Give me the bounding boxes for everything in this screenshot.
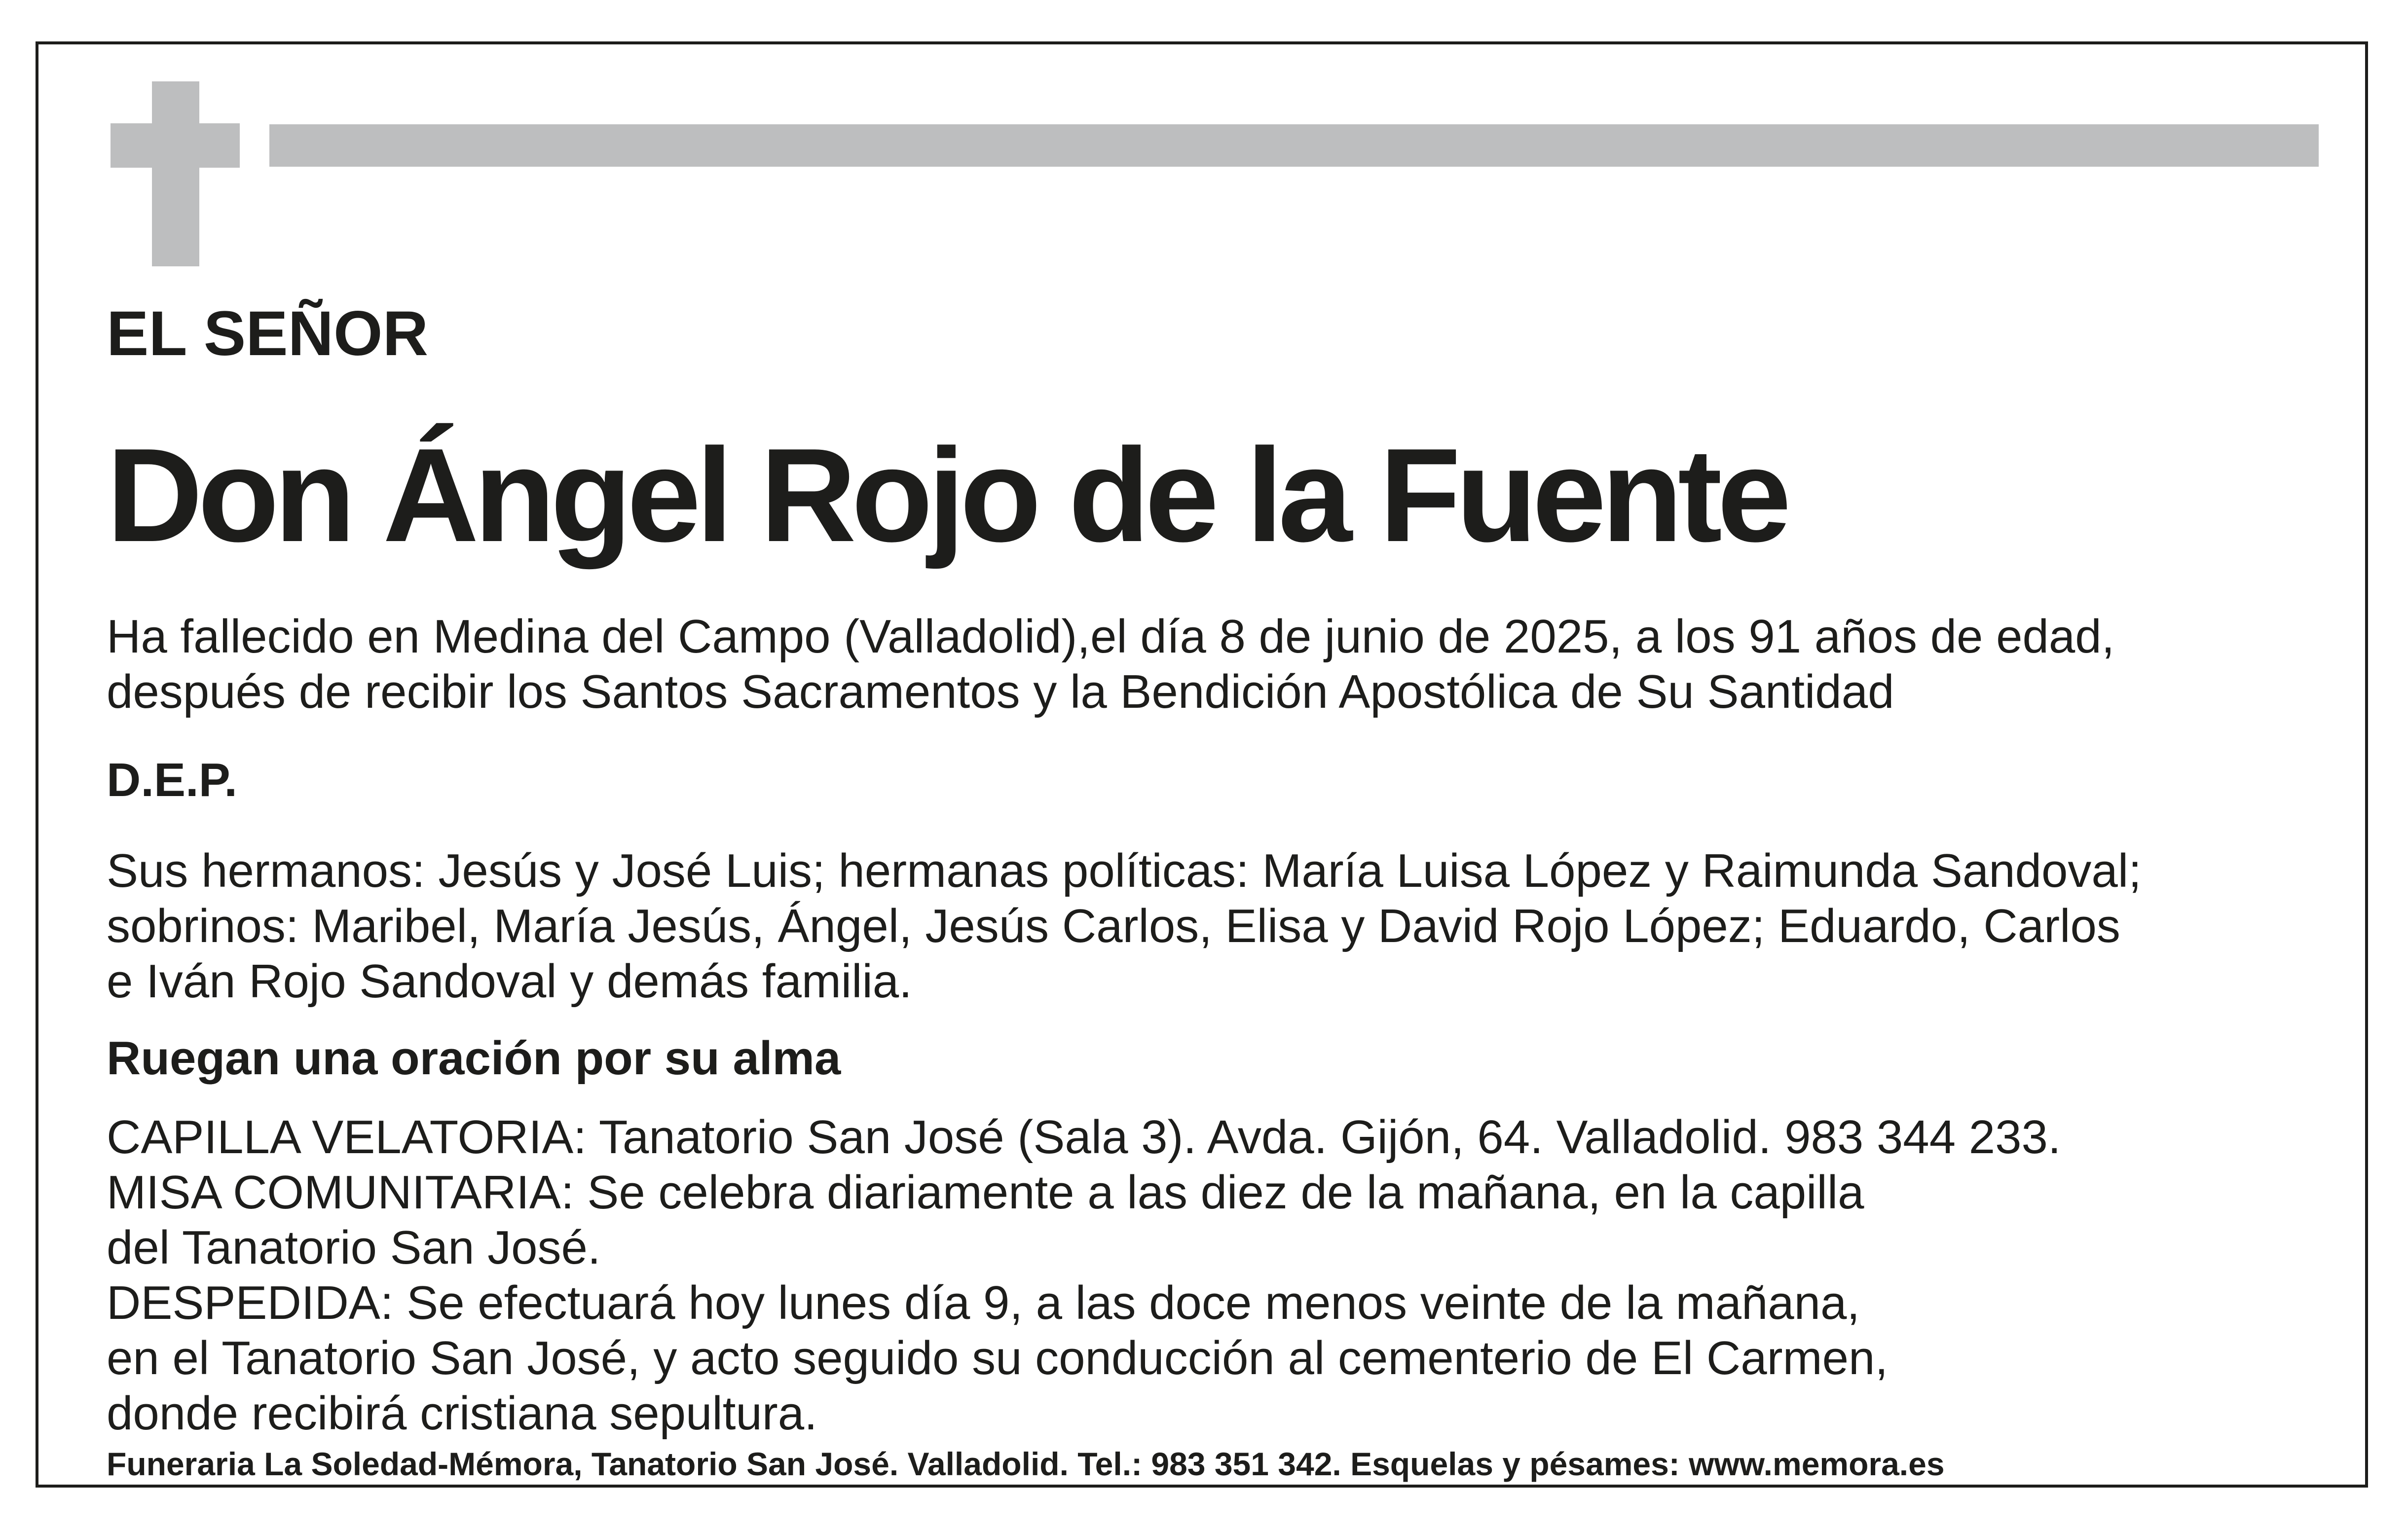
family-line: e Iván Rojo Sandoval y demás familia.: [107, 955, 912, 1008]
header-divider-bar: [269, 124, 2319, 167]
family-line: Sus hermanos: Jesús y José Luis; hermanas políticas: María Luisa López y Raimunda Sandoval;: [107, 844, 2142, 897]
death-announcement: [107, 609, 2114, 720]
family-line: sobrinos: Maribel, María Jesús, Ángel, Jesús Carlos, Elisa y David Rojo López; Eduardo, Carlos: [107, 900, 2120, 952]
deceased-name: Don Ángel Rojo de la Fuente: [107, 421, 1787, 570]
services-line: CAPILLA VELATORIA: Tanatorio San José (Sala 3). Avda. Gijón, 64. Valladolid. 983 344 233.: [107, 1111, 2061, 1164]
funeral-home-footer: Funeraria La Soledad-Mémora, Tanatorio San José. Valladolid. Tel.: 983 351 342. Esquelas y pésames: www.memora.es: [107, 1446, 1945, 1482]
cross-horizontal-bar: [111, 123, 240, 168]
services-line: en el Tanatorio San José, y acto seguido su conducción al cementerio de El Carmen,: [107, 1332, 1889, 1384]
services-line: DESPEDIDA: Se efectuará hoy lunes día 9, a las doce menos veinte de la mañana,: [107, 1276, 1860, 1329]
announcement-line: Ha fallecido en Medina del Campo (Valladolid),el día 8 de junio de 2025, a los 91 años de edad,: [107, 610, 2115, 663]
services-line: del Tanatorio San José.: [107, 1221, 601, 1274]
cross-vertical-bar: [152, 81, 199, 266]
services-line: donde recibirá cristiana sepultura.: [107, 1387, 817, 1440]
honorific-heading: EL SEÑOR: [107, 298, 428, 369]
rip-label: D.E.P.: [107, 754, 238, 806]
family-list: [107, 843, 2142, 1009]
prayer-request: Ruegan una oración por su alma: [107, 1032, 841, 1085]
funeral-services: [107, 1110, 2061, 1441]
services-line: MISA COMUNITARIA: Se celebra diariamente a las diez de la mañana, en la capilla: [107, 1166, 1864, 1219]
announcement-line: después de recibir los Santos Sacramentos y la Bendición Apostólica de Su Santidad: [107, 665, 1894, 718]
